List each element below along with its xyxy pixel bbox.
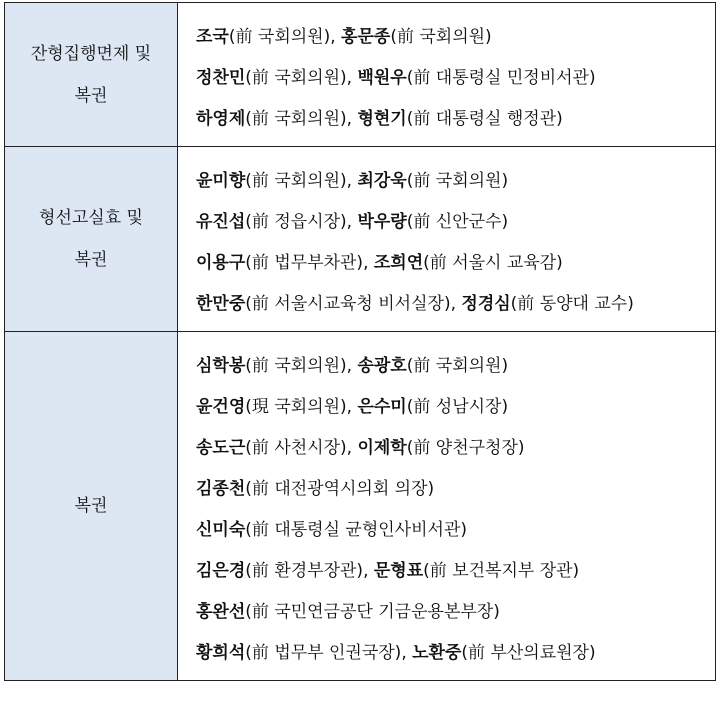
person-name: 노환중 — [412, 643, 462, 663]
category-label: 형선고실효 및 — [39, 208, 143, 228]
person-line: 유진섭(前 정읍시장), 박우량(前 신안군수) — [196, 212, 509, 232]
person-role: (前 국회의원) — [228, 27, 331, 47]
person-name: 최강욱 — [357, 171, 407, 191]
person-name: 형현기 — [357, 109, 407, 129]
person-role: (前 서울시교육청 비서실장) — [245, 294, 451, 314]
person-line: 김은경(前 환경부장관), 문형표(前 보건복지부 장관) — [196, 561, 580, 581]
person-name: 문형표 — [373, 561, 424, 581]
person-name: 신미숙 — [196, 520, 246, 540]
person-role: (前 대전광역시의회 의장) — [245, 479, 435, 499]
person-role: (前 국회의원) — [406, 171, 509, 191]
category-label: 잔형집행면제 및 — [30, 43, 152, 64]
person-name: 유진섭 — [196, 212, 246, 232]
person-role: (前 동양대 교수) — [510, 294, 634, 314]
pardon-list-body — [5, 3, 716, 681]
person-role: (前 양천구청장) — [406, 438, 525, 458]
person-line: 심학봉(前 국회의원), 송광호(前 국회의원) — [196, 356, 509, 376]
person-line: 한만중(前 서울시교육청 비서실장), 정경심(前 동양대 교수) — [196, 294, 634, 314]
names-cell — [178, 332, 716, 681]
person-role: (前 서울시 교육감) — [423, 253, 563, 273]
person-role: (前 보건복지부 장관) — [423, 561, 580, 581]
person-line: 황희석(前 법무부 인권국장), 노환중(前 부산의료원장) — [196, 643, 596, 663]
person-role: (前 사천시장) — [245, 438, 347, 458]
person-line — [196, 592, 715, 633]
person-name: 윤건영 — [196, 397, 246, 417]
person-role: (前 국회의원) — [245, 356, 347, 376]
person-role: (前 법무부차관) — [245, 253, 364, 273]
person-line: 송도근(前 사천시장), 이제학(前 양천구청장) — [196, 438, 525, 458]
category-label: 복권 — [74, 85, 108, 106]
person-line — [196, 469, 715, 510]
person-name: 이제학 — [357, 438, 407, 458]
person-name: 김종천 — [196, 479, 246, 499]
person-line: 윤건영(現 국회의원), 은수미(前 성남시장) — [196, 397, 509, 417]
category-label: 복권 — [74, 496, 108, 516]
person-role: (前 국회의원) — [390, 27, 492, 47]
pardon-list-table — [4, 2, 716, 681]
person-role: (前 국회의원) — [245, 171, 347, 191]
person-line: 조국(前 국회의원), 홍문종(前 국회의원) — [196, 27, 492, 47]
person-line — [196, 510, 715, 551]
person-role: (現 국회의원) — [245, 397, 347, 417]
person-name: 조국 — [196, 27, 229, 47]
person-line: 윤미향(前 국회의원), 최강욱(前 국회의원) — [196, 171, 509, 191]
category-cell — [5, 3, 178, 147]
person-name: 윤미향 — [196, 171, 246, 191]
person-name: 홍완선 — [196, 602, 246, 622]
person-line: 정찬민(前 국회의원), 백원우(前 대통령실 민정비서관) — [196, 68, 596, 88]
person-role: (前 부산의료원장) — [461, 643, 596, 663]
person-role: (前 신안군수) — [406, 212, 509, 232]
person-role: (前 대통령실 민정비서관) — [406, 68, 596, 88]
person-name: 심학봉 — [196, 356, 246, 376]
person-name: 한만중 — [196, 294, 246, 314]
person-name: 조희연 — [373, 253, 424, 273]
names-cell — [178, 147, 716, 332]
person-name: 황희석 — [196, 643, 246, 663]
names-cell — [178, 3, 716, 147]
category-cell — [5, 147, 178, 332]
person-role: (前 국회의원) — [245, 68, 347, 88]
person-role: (前 대통령실 균형인사비서관) — [245, 520, 467, 540]
person-role: (前 정읍시장) — [245, 212, 347, 232]
person-role: (前 환경부장관) — [245, 561, 364, 581]
person-role: (前 성남시장) — [406, 397, 509, 417]
person-name: 김은경 — [196, 561, 246, 581]
person-line: 하영제(前 국회의원), 형현기(前 대통령실 행정관) — [196, 109, 563, 129]
category-cell — [5, 332, 178, 681]
person-role: (前 국회의원) — [245, 109, 347, 129]
person-name: 홍문종 — [341, 27, 391, 47]
person-role: (前 국회의원) — [406, 356, 509, 376]
person-role: (前 법무부 인권국장) — [245, 643, 402, 663]
person-name: 정찬민 — [196, 68, 246, 88]
category-label: 복권 — [74, 250, 108, 270]
category-row — [5, 3, 716, 147]
category-row — [5, 332, 716, 681]
person-line: 이용구(前 법무부차관), 조희연(前 서울시 교육감) — [196, 253, 563, 273]
person-name: 송도근 — [196, 438, 246, 458]
person-name: 송광호 — [357, 356, 407, 376]
category-row — [5, 147, 716, 332]
person-name: 은수미 — [357, 397, 407, 417]
person-name: 하영제 — [196, 109, 246, 129]
person-role: (前 대통령실 행정관) — [406, 109, 563, 129]
person-name: 백원우 — [357, 68, 407, 88]
person-name: 박우량 — [357, 212, 407, 232]
person-role: (前 국민연금공단 기금운용본부장) — [245, 602, 500, 622]
person-name: 이용구 — [196, 253, 246, 273]
person-name: 정경심 — [461, 294, 511, 314]
